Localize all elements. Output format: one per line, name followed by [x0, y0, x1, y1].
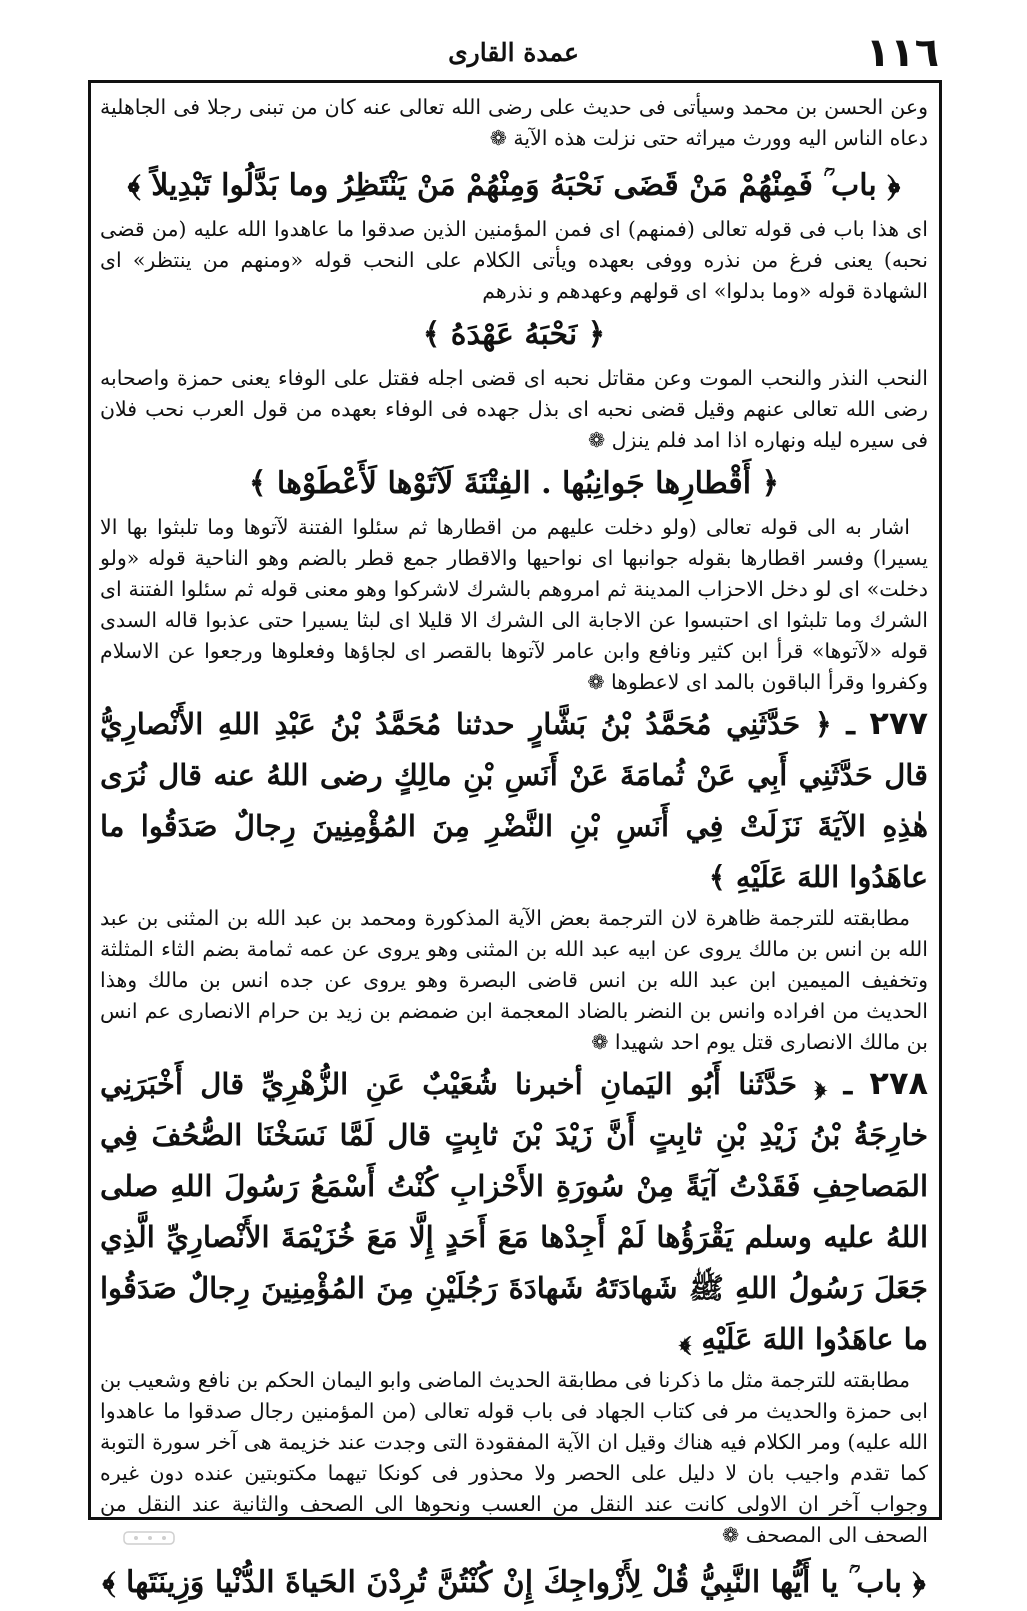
hadith-text — [100, 698, 928, 903]
library-stamp-icon — [120, 1528, 180, 1548]
page-body — [100, 92, 928, 1600]
commentary-paragraph: اى هذا باب فى قوله تعالى (فمنهم) اى فمن المؤمنين الذين صدقوا ما عاهدوا الله عليه (من قضى نحبه) يعنى فرغ من نذره ووفى بعهده ويأتى الكلام على النحب قوله «ومنهم من ينتظر» اى الشهادة قوله «وما بدلوا» اى قولهم وعهدهم و نذرهم — [100, 217, 928, 303]
commentary-paragraph: النحب النذر والنحب الموت وعن مقاتل نحبه اى قضى اجله فقتل على الوفاء يعنى حمزة واصحابه رضى الله تعالى عنهم وقيل قضى نحبه اى بذل جهده فى الوفاء بعهده من قول العرب نحب فلان فى سيره ليله ونهاره اذا امد فلم ينزل ❁ — [100, 366, 928, 452]
hadith-text — [100, 1058, 928, 1365]
page-header — [0, 30, 1027, 82]
running-title: عمدة القارى — [448, 38, 579, 67]
chapter-heading: ﴿ باب ؒ يا أَيُّها النَّبِيُّ قُلْ لِأَزْواجِكَ إِنْ كُنْتُنَّ تُرِدْنَ الحَياةَ الدُّنْيا وَزِينَتَها ﴾ — [102, 1565, 926, 1600]
commentary-paragraph: اشار به الى قوله تعالى (ولو دخلت عليهم من اقطارها ثم سئلوا الفتنة لآتوها وما تلبثوا بها الا يسيرا) وفسر اقطارها بقوله جوانبها اى نواحيها والاقطار جمع قطر بالضم وهو الناحية قوله «ولو دخلت» اى لو دخل الاحزاب المدينة ثم امروهم بالشرك لاشركوا وهو معنى قوله ثم سئلوا الفتنة اى الشرك وما تلبثوا اى احتبسوا عن الاجابة الى الشرك الا قليلا اى لبثا يسيرا حتى عذبوا قاله السدى قوله «لآتوها» قرأ ابن كثير ونافع وابن عامر لآتوها بالقصر اى لجاؤها وفعلوها ورجعوا عن الاسلام وكفروا وقرأ الباقون بالمد اى لاعطوها ❁ — [100, 515, 928, 694]
hadith-number: ٢٧٧ — [869, 704, 928, 742]
intro-paragraph: وعن الحسن بن محمد وسيأتى فى حديث على رضى الله تعالى عنه كان من تبنى رجلا فى الجاهلية دعاه الناس اليه وورث ميراثه حتى نزلت هذه الآية ❁ — [100, 95, 928, 150]
commentary-paragraph: مطابقته للترجمة مثل ما ذكرنا فى مطابقة الحديث الماضى وابو اليمان الحكم بن نافع وشعيب بن ابى حمزة والحديث مر فى كتاب الجهاد فى باب قوله تعالى (من المؤمنين رجال صدقوا ما عاهدوا الله عليه) ومر الكلام فيه هناك وقيل ان الآية المفقودة التى وجدت عند خزيمة هى آخر سورة التوبة كما تقدم واجيب بان لا دليل على الحصر ولا محذور فى كونكا تيهما مكتوبتين عنده دون غيره وجواب آخر ان الاولى كانت عند النقل من العسب ونحوها الى الصحف والثانية عند النقل من الصحف الى المصحف ❁ — [100, 1368, 928, 1547]
hadith-body: ـ ﴿ حَدَّثَنا أَبُو اليَمانِ أخبرنا شُعَيْبٌ عَنِ الزُّهْرِيِّ قال أَخْبَرَنِي خارِجَةُ بْنُ زَيْدِ بْنِ ثابِتٍ أَنَّ زَيْدَ بْنَ ثابِتٍ قال لَمَّا نَسَخْنَا الصُّحُفَ فِي المَصاحِفِ فَقَدْتُ آيَةً مِنْ سُورَةِ الأَحْزابِ كُنْتُ أَسْمَعُ رَسُولَ اللهِ صلى اللهُ عليه وسلم يَقْرَؤُها لَمْ أَجِدْها مَعَ أَحَدٍ إِلَّا مَعَ خُزَيْمَةَ الأَنْصارِيِّ الَّذِي جَعَلَ رَسُولُ اللهِ ﷺ شَهادَتَهُ شَهادَةَ رَجُلَيْنِ مِنَ المُؤْمِنِينَ رِجالٌ صَدَقُوا ما عاهَدُوا اللهَ عَلَيْهِ ﴾ — [100, 1067, 928, 1356]
hadith-body: ـ ﴿ حَدَّثَنِي مُحَمَّدُ بْنُ بَشَّارٍ حدثنا مُحَمَّدُ بْنُ عَبْدِ اللهِ الأَنْصارِيُّ قال حَدَّثَنِي أَبِي عَنْ ثُمامَةَ عَنْ أَنَسِ بْنِ مالِكٍ رضى اللهُ عنه قال نُرَى هٰذِهِ الآيَةَ نَزَلَتْ فِي أَنَسِ بْنِ النَّضْرِ مِنَ المُؤْمِنِينَ رِجالٌ صَدَقُوا ما عاهَدُوا اللهَ عَلَيْهِ ﴾ — [100, 707, 928, 894]
page-number: ١١٦ — [865, 30, 939, 76]
chapter-heading: ﴿ باب ؒ فَمِنْهُمْ مَنْ قَضَى نَحْبَهُ وَمِنْهُمْ مَنْ يَنْتَظِرُ وما بَدَّلُوا تَبْدِيلاً ﴾ — [127, 168, 901, 203]
hadith-number: ٢٧٨ — [869, 1064, 928, 1102]
commentary-paragraph: مطابقته للترجمة ظاهرة لان الترجمة بعض الآية المذكورة ومحمد بن عبد الله بن المثنى بن عبد الله بن انس بن مالك يروى عن ابيه عبد الله بن المثنى وهو يروى عن عمه ثمامة بضم الثاء المثلثة وتخفيف الميمين ابن عبد الله بن انس قاضى البصرة وهو يروى عن جده انس بن مالك وهذا الحديث من افراده وانس بن النضر بالضاد المعجمة ابن ضمضم بن زيد بن حرام الانصارى عم انس بن مالك الانصارى قتل يوم احد شهيدا ❁ — [100, 906, 928, 1054]
section-heading: ﴿ نَحْبَهُ عَهْدَهُ ﴾ — [422, 317, 606, 352]
section-heading: ﴿ أَقْطارِها جَوانِبُها . الفِتْنَةَ لَآتَوْها لَأَعْطَوْها ﴾ — [248, 466, 780, 501]
